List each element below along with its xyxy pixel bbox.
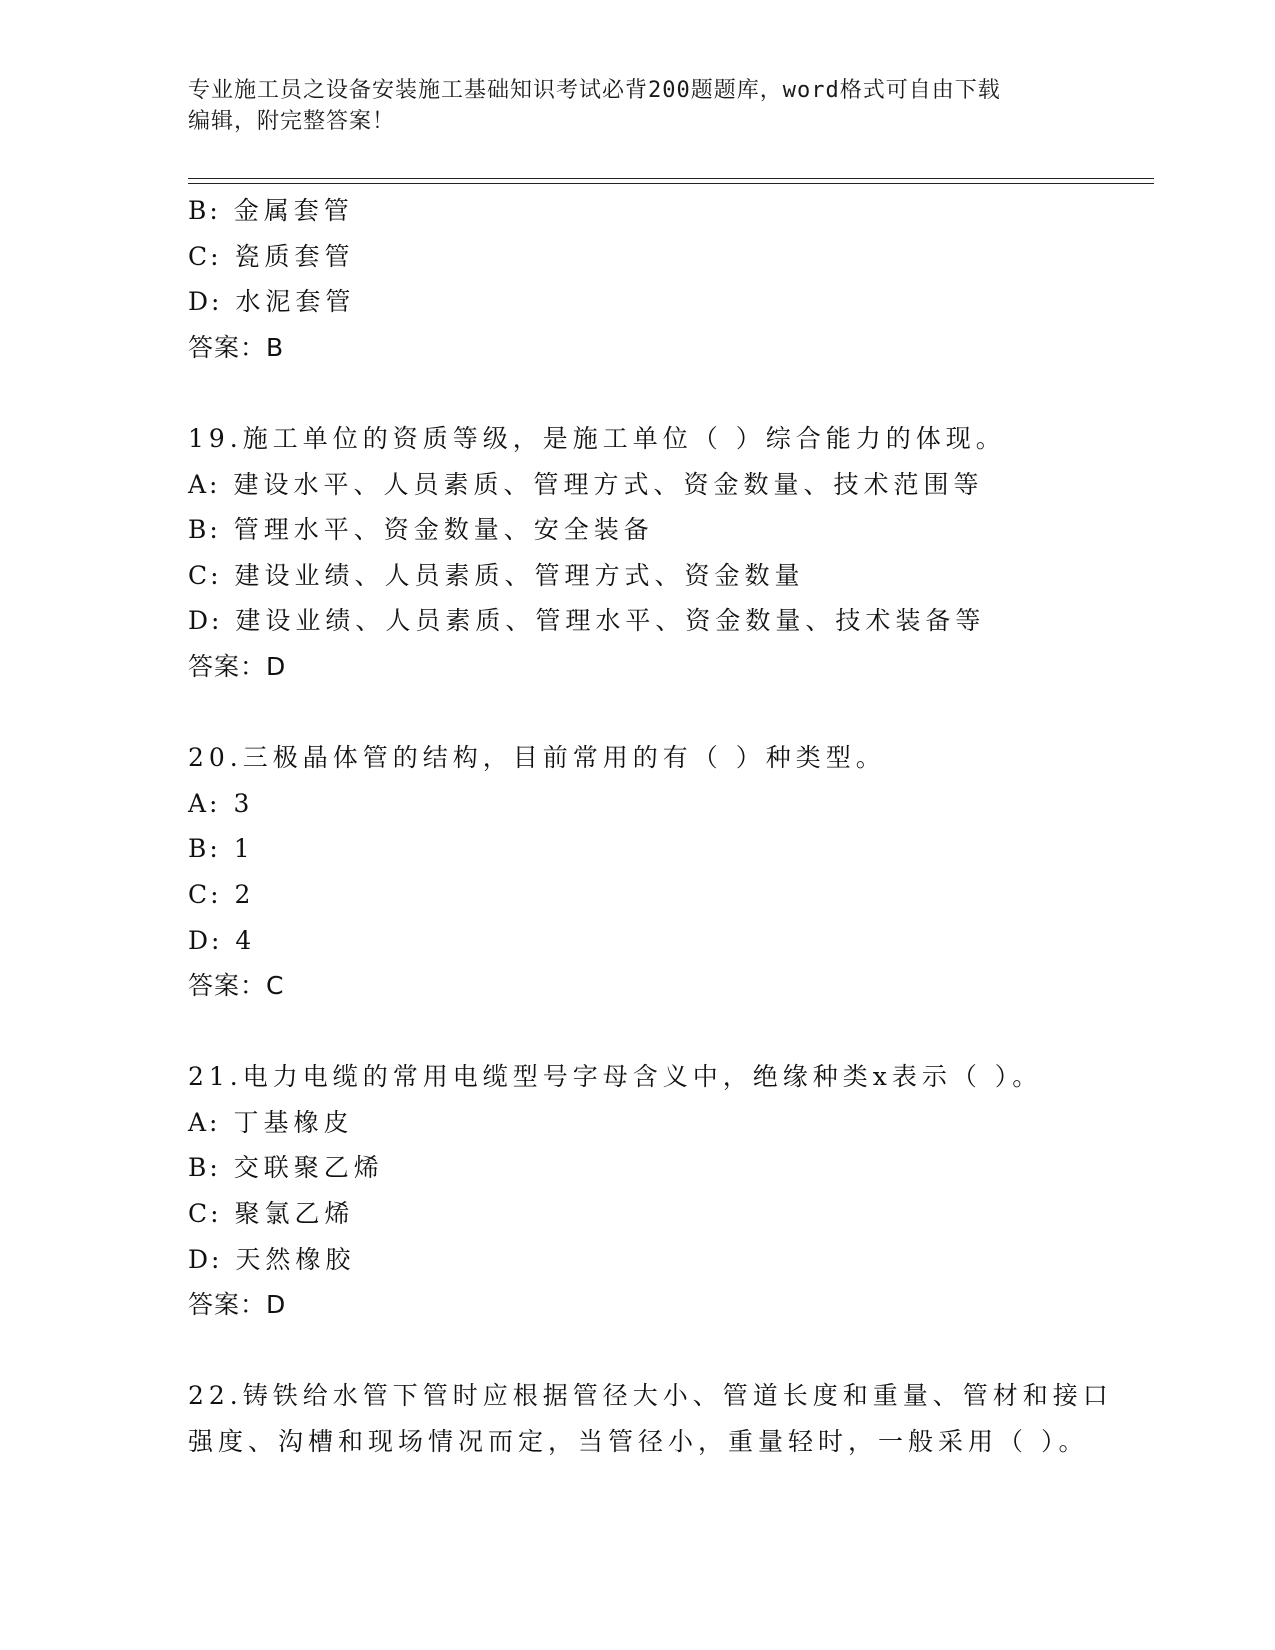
spacer xyxy=(188,1328,1088,1374)
question-text-line-1: 22.铸铁给水管下管时应根据管径大小、管道长度和重量、管材和接口 xyxy=(188,1381,1113,1411)
question-text: 20.三极晶体管的结构，目前常用的有（ ）种类型。 xyxy=(188,743,886,773)
option-a: A: 丁基橡皮 xyxy=(188,1107,354,1137)
option-c: C: 瓷质套管 xyxy=(188,241,355,271)
answer-line: 答案：C xyxy=(188,971,285,1001)
header-title-line-1: 专业施工员之设备安装施工基础知识考试必背200题题库，word格式可自由下载 xyxy=(188,78,1001,103)
option-d: D: 天然橡胶 xyxy=(188,1244,356,1274)
question-21 xyxy=(188,1054,1088,1328)
answer-line: 答案：B xyxy=(188,332,285,362)
option-a: A: 3 xyxy=(188,788,255,818)
option-c: C: 建设业绩、人员素质、管理方式、资金数量 xyxy=(188,560,805,590)
question-22 xyxy=(188,1373,1113,1464)
option-d: D: 水泥套管 xyxy=(188,287,356,317)
option-b: B: 交联聚乙烯 xyxy=(188,1153,384,1183)
header-divider-top xyxy=(188,178,1154,179)
question-text: 19.施工单位的资质等级，是施工单位（ ）综合能力的体现。 xyxy=(188,423,1006,453)
option-c: C: 聚氯乙烯 xyxy=(188,1199,355,1229)
question-20 xyxy=(188,735,1088,1009)
question-19 xyxy=(188,416,1088,690)
answer-line: 答案：D xyxy=(188,651,287,681)
header-title-line-2: 编辑，附完整答案！ xyxy=(188,109,396,134)
header-divider-bottom xyxy=(188,183,1154,184)
option-d: D: 4 xyxy=(188,925,257,955)
spacer xyxy=(188,370,1088,416)
option-d: D: 建设业绩、人员素质、管理水平、资金数量、技术装备等 xyxy=(188,606,986,636)
spacer xyxy=(188,1009,1088,1055)
question-18-tail xyxy=(188,188,1088,370)
question-text: 21.电力电缆的常用电缆型号字母含义中，绝缘种类x表示（ ）。 xyxy=(188,1062,1043,1092)
option-a: A: 建设水平、人员素质、管理方式、资金数量、技术范围等 xyxy=(188,469,984,499)
answer-line: 答案：D xyxy=(188,1290,287,1320)
question-list xyxy=(188,188,1113,1465)
option-b: B: 1 xyxy=(188,834,255,864)
document-header xyxy=(188,75,1068,137)
spacer xyxy=(188,690,1088,736)
question-text-line-2: 强度、沟槽和现场情况而定，当管径小，重量轻时，一般采用（ ）。 xyxy=(188,1427,1089,1457)
option-c: C: 2 xyxy=(188,879,256,909)
option-b: B: 金属套管 xyxy=(188,196,354,225)
option-b: B: 管理水平、资金数量、安全装备 xyxy=(188,515,654,545)
